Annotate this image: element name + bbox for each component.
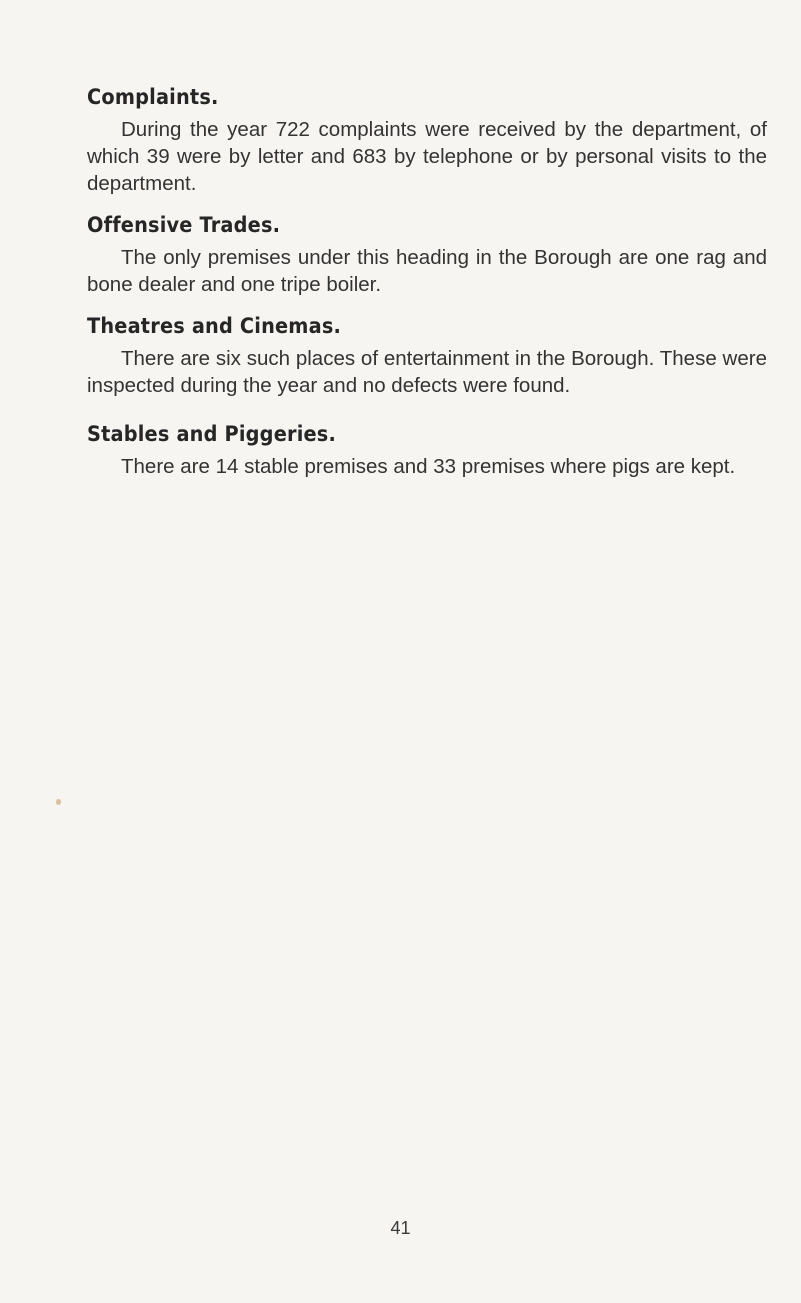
section-heading: Offensive Trades. <box>87 213 281 237</box>
section-offensive-trades <box>87 212 767 298</box>
section-heading: Stables and Piggeries. <box>87 422 337 446</box>
section-stables-piggeries <box>87 421 767 480</box>
page-number: 41 <box>390 1218 411 1238</box>
section-heading: Complaints. <box>87 85 219 109</box>
section-paragraph: There are 14 stable premises and 33 premises where pigs are kept. <box>121 455 736 478</box>
section-paragraph: During the year 722 complaints were received by the department, of which 39 were by letter and 683 by telephone or by personal visits to the department. <box>87 118 767 195</box>
paper-speck <box>56 799 61 805</box>
section-paragraph: The only premises under this heading in the Borough are one rag and bone dealer and one tripe boiler. <box>87 246 767 296</box>
section-complaints <box>87 84 767 197</box>
section-paragraph: There are six such places of entertainment in the Borough. These were inspected during the year and no defects were found. <box>87 347 767 397</box>
section-heading: Theatres and Cinemas. <box>87 314 342 338</box>
section-theatres-cinemas <box>87 313 767 399</box>
